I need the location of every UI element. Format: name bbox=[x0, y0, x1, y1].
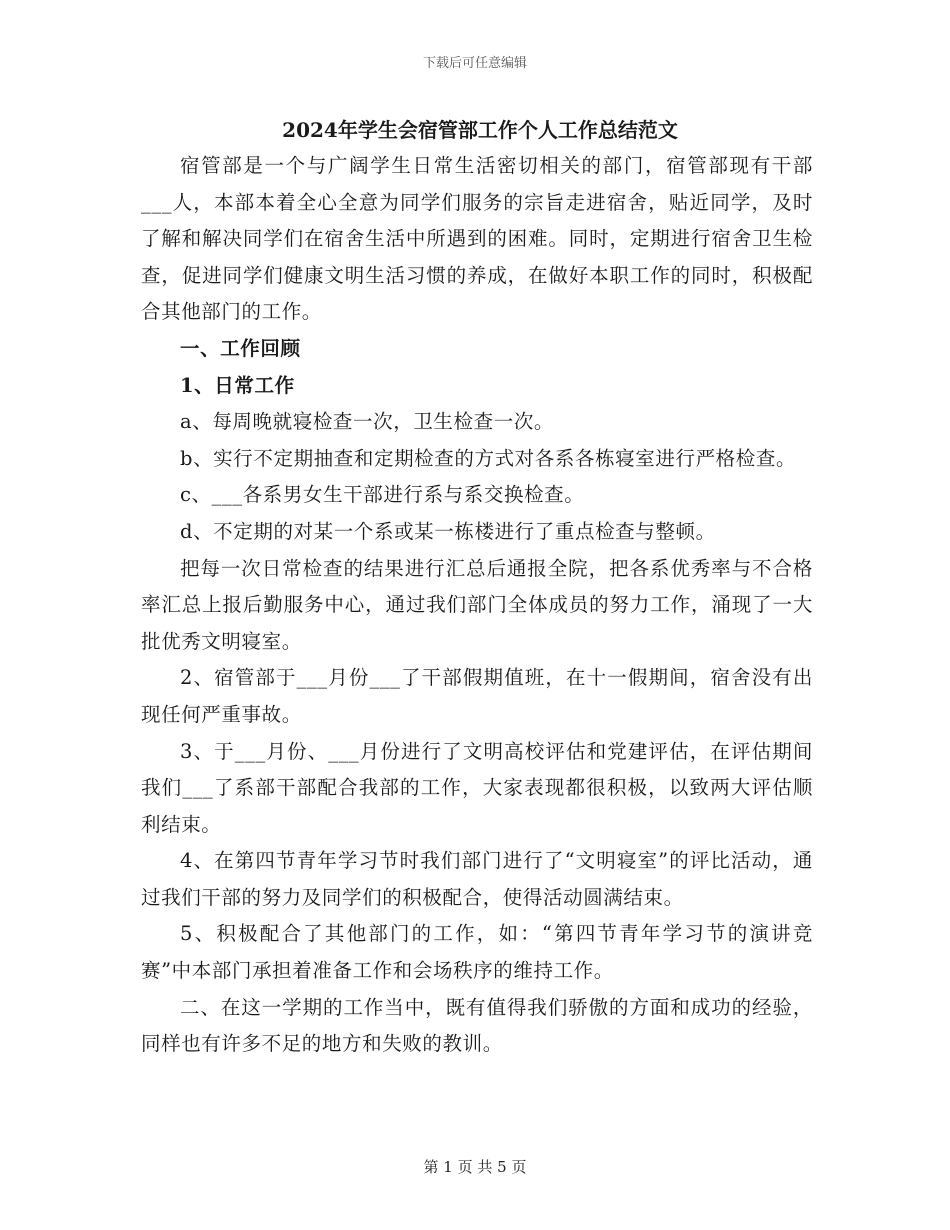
intro-paragraph: 宿管部是一个与广阔学生日常生活密切相关的部门，宿管部现有干部___人，本部本着全心全意为同学们服务的宗旨走进宿舍，贴近同学，及时了解和解决同学们在宿舍生活中所遇到的困难。同时，定期进行宿舍卫生检查，促进同学们健康文明生活习惯的养成，在做好本职工作的同时，积极配合其他部门的工作。 bbox=[141, 154, 813, 324]
item-5-paragraph: 5、积极配合了其他部门的工作，如：“第四节青年学习节的演讲竞赛”中本部门承担着准备工作和会场秩序的维持工作。 bbox=[141, 922, 813, 983]
list-item-d: d、不定期的对某一个系或某一栋楼进行了重点检查与整顿。 bbox=[180, 519, 716, 543]
item-2-paragraph: 2、宿管部于___月份___了干部假期值班，在十一假期间，宿舍没有出现任何严重事故。 bbox=[141, 666, 813, 726]
list-item-c: c、___各系男女生干部进行系与系交换检查。 bbox=[180, 483, 585, 507]
list-item-b: b、实行不定期抽查和定期检查的方式对各系各栋寝室进行严格检查。 bbox=[180, 446, 797, 470]
header-note: 下载后可任意编辑 bbox=[422, 56, 527, 71]
document-body bbox=[141, 112, 813, 1063]
list-item-a: a、每周晚就寝检查一次，卫生检查一次。 bbox=[180, 410, 555, 434]
summary-paragraph: 把每一次日常检查的结果进行汇总后通报全院，把各系优秀率与不合格率汇总上报后勤服务中心，通过我们部门全体成员的努力工作，涌现了一大批优秀文明寝室。 bbox=[141, 556, 813, 653]
subsection-heading-daily-work: 1、日常工作 bbox=[180, 373, 295, 397]
section-two-paragraph: 二、在这一学期的工作当中，既有值得我们骄傲的方面和成功的经验，同样也有许多不足的地方和失败的教训。 bbox=[141, 995, 813, 1056]
item-3-paragraph: 3、于___月份、___月份进行了文明高校评估和党建评估，在评估期间我们___了系部干部配合我部的工作，大家表现都很积极，以致两大评估顺利结束。 bbox=[141, 739, 813, 836]
section-heading-work-review: 一、工作回顾 bbox=[180, 336, 301, 360]
document-title: 2024年学生会宿管部工作个人工作总结范文 bbox=[282, 118, 678, 142]
page-number-footer: 第 1 页 共 5 页 bbox=[423, 1158, 527, 1176]
item-4-paragraph: 4、在第四节青年学习节时我们部门进行了“文明寝室”的评比活动，通过我们干部的努力及同学们的积极配合，使得活动圆满结束。 bbox=[141, 849, 813, 909]
